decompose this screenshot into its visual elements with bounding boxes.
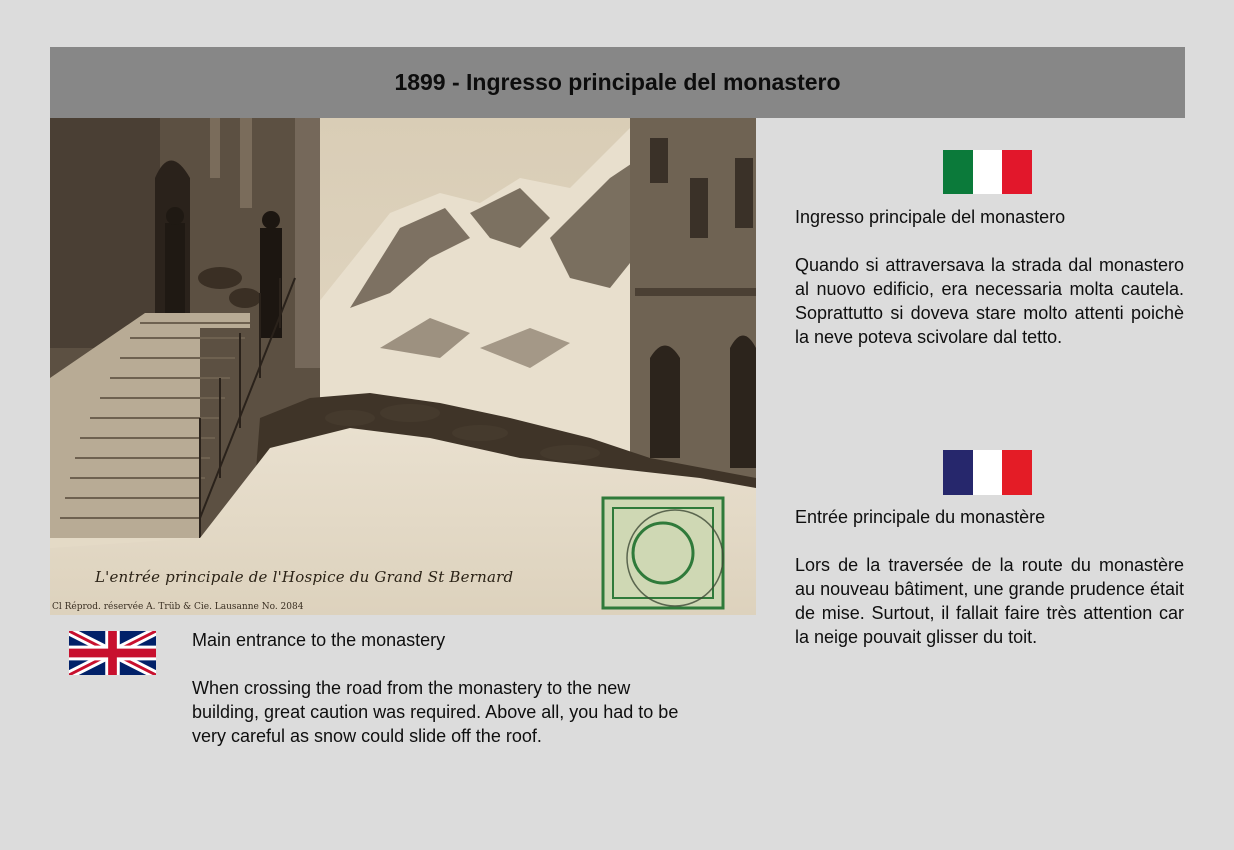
- flag-band-blue: [943, 450, 973, 495]
- flag-band-green: [943, 150, 973, 194]
- page-title: 1899 - Ingresso principale del monastero: [394, 69, 841, 95]
- french-text: [795, 505, 1184, 649]
- postage-stamp: [603, 498, 723, 608]
- italian-body: Quando si attraversava la strada dal monastero al nuovo edificio, era necessaria molta cautela. Soprattutto si doveva stare molto attenti poichè la neve poteva scivolare dal tetto.: [795, 255, 1184, 347]
- uk-flag-icon: [69, 631, 156, 675]
- english-text: [192, 628, 687, 748]
- italian-text: [795, 205, 1184, 349]
- postcard-caption: L'entrée principale de l'Hospice du Grand St Bernard: [95, 568, 514, 586]
- flag-band-white: [973, 150, 1003, 194]
- postcard-credit: Cl Réprod. réservée A. Trüb & Cie. Lausanne No. 2084: [52, 602, 304, 612]
- italy-flag-icon: [943, 150, 1032, 194]
- italian-heading: Ingresso principale del monastero: [795, 207, 1066, 227]
- english-body: When crossing the road from the monastery to the new building, great caution was required. Above all, you had to be very careful as snow could slide off the roof.: [192, 678, 679, 746]
- historic-postcard-photo: [50, 118, 756, 615]
- flag-band-white: [973, 450, 1003, 495]
- flag-band-red: [1002, 150, 1032, 194]
- french-body: Lors de la traversée de la route du monastère au nouveau bâtiment, une grande prudence était de mise. Surtout, il fallait faire très attention car la neige pouvait glisser du toit.: [795, 555, 1184, 647]
- french-heading: Entrée principale du monastère: [795, 507, 1046, 527]
- title-bar: [50, 47, 1185, 118]
- france-flag-icon: [943, 450, 1032, 495]
- postcard-image: [50, 118, 756, 615]
- english-heading: Main entrance to the monastery: [192, 630, 446, 650]
- flag-band-red: [1002, 450, 1032, 495]
